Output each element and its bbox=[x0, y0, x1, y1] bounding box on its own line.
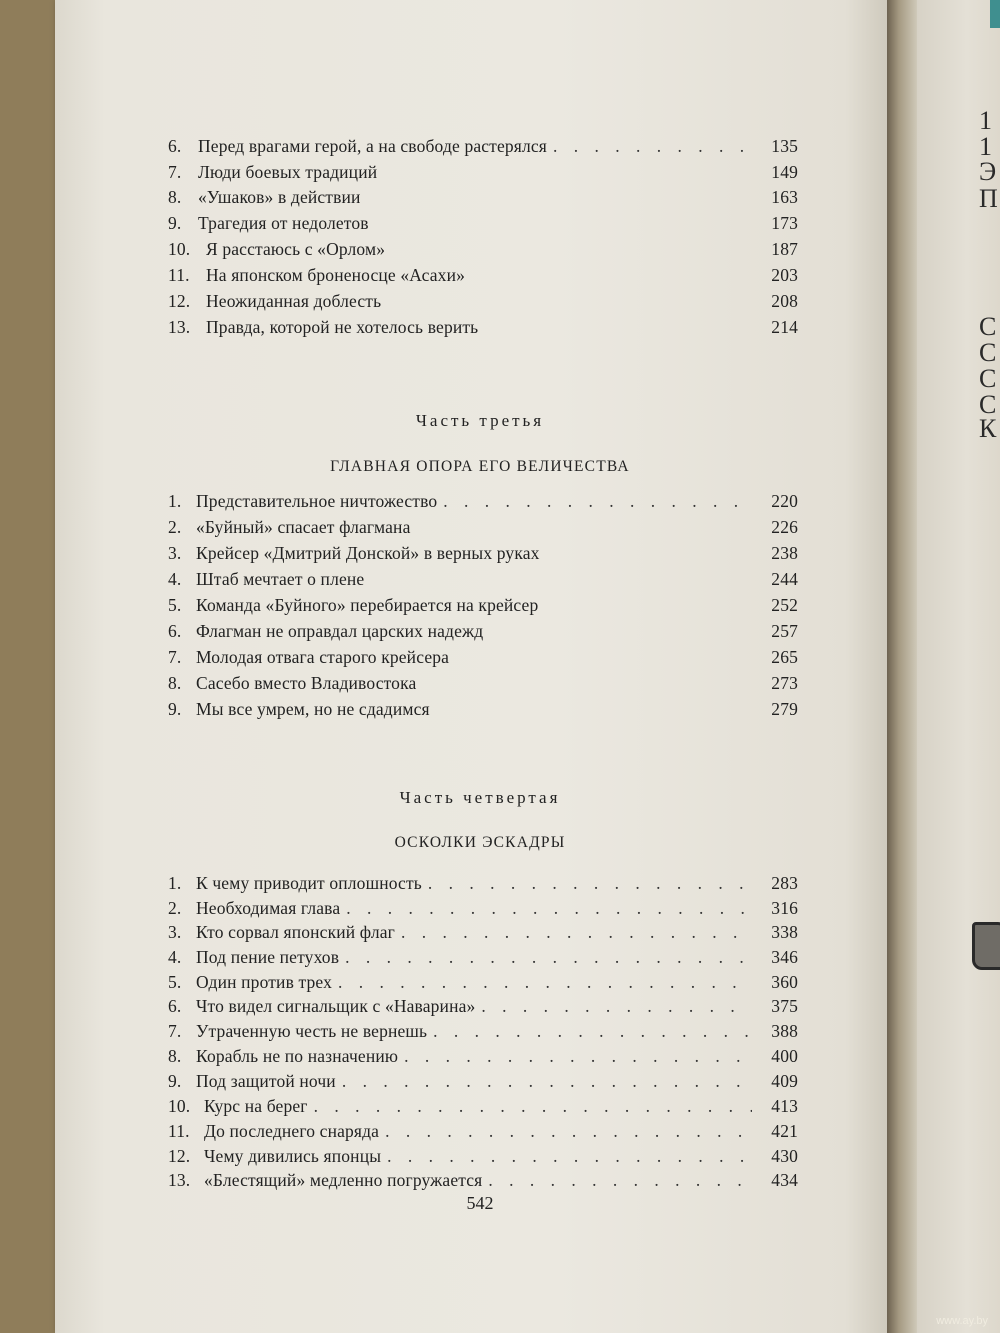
toc-entry: 10. Я расстаюсь с «Орлом» 187 bbox=[168, 239, 798, 259]
entry-page: 187 bbox=[771, 239, 798, 259]
entry-page: 409 bbox=[771, 1071, 798, 1091]
toc-entry: 12. Неожиданная доблесть 208 bbox=[168, 291, 798, 311]
leader-dots bbox=[342, 1071, 752, 1092]
toc-entry: 3. Крейсер «Дмитрий Донской» в верных руках 238 bbox=[168, 543, 798, 563]
entry-title: Люди боевых традиций bbox=[198, 162, 378, 182]
toc-entry: 6. Что видел сигнальщик с «Наварина» . . . 375 bbox=[168, 996, 798, 1022]
entry-title: Правда, которой не хотелось верить bbox=[206, 317, 479, 337]
entry-page: 279 bbox=[771, 699, 798, 719]
entry-title: Чему дивились японцы bbox=[204, 1146, 382, 1166]
leader-dots bbox=[481, 996, 752, 1017]
entry-title: Под защитой ночи bbox=[196, 1071, 336, 1091]
toc-entry: 12. Чему дивились японцы . . . 430 bbox=[168, 1146, 798, 1172]
entry-title: Трагедия от недолетов bbox=[198, 213, 369, 233]
entry-title: Корабль не по назначению bbox=[196, 1046, 399, 1066]
entry-title: До последнего снаряда bbox=[204, 1121, 380, 1141]
entry-page: 421 bbox=[771, 1121, 798, 1141]
facing-page bbox=[917, 0, 1000, 1333]
entry-page: 226 bbox=[771, 517, 798, 537]
toc-entry: 1. К чему приводит оплошность . . . 283 bbox=[168, 873, 798, 899]
entry-page: 173 bbox=[771, 213, 798, 233]
leader-dots bbox=[345, 947, 752, 968]
part-title: ГЛАВНАЯ ОПОРА ЕГО ВЕЛИЧЕСТВА bbox=[330, 458, 630, 475]
facing-fragment: 1 bbox=[979, 106, 992, 135]
entry-title: Представительное ничтожество bbox=[196, 491, 438, 511]
entry-page: 273 bbox=[771, 673, 798, 693]
leader-dots bbox=[401, 922, 752, 943]
toc-entry: 10. Курс на берег . . . 413 bbox=[168, 1096, 798, 1122]
leader-dots bbox=[385, 1121, 752, 1142]
facing-fragment: С bbox=[979, 312, 997, 341]
entry-page: 208 bbox=[771, 291, 798, 311]
entry-page: 244 bbox=[771, 569, 798, 589]
entry-title: Кто сорвал японский флаг bbox=[196, 922, 395, 942]
leader-dots bbox=[387, 1146, 752, 1167]
facing-fragment: С bbox=[979, 390, 997, 419]
entry-page: 238 bbox=[771, 543, 798, 563]
facing-fragment: 1 bbox=[979, 132, 992, 161]
toc-entry: 13. Правда, которой не хотелось верить 214 bbox=[168, 317, 798, 337]
leader-dots bbox=[346, 898, 752, 919]
entry-page: 220 bbox=[771, 491, 798, 511]
leader-dots bbox=[314, 1096, 752, 1117]
watermark: www.ay.by bbox=[936, 1315, 988, 1327]
entry-page: 257 bbox=[771, 621, 798, 641]
leader-dots bbox=[553, 136, 752, 157]
toc-entry: 3. Кто сорвал японский флаг . . . 338 bbox=[168, 922, 798, 948]
entry-page: 203 bbox=[771, 265, 798, 285]
toc-entry: 11. На японском броненосце «Асахи» 203 bbox=[168, 265, 798, 285]
entry-title: Под пение петухов bbox=[196, 947, 340, 967]
book-gutter bbox=[887, 0, 917, 1333]
entry-title: Флагман не оправдал царских надежд bbox=[196, 621, 484, 641]
entry-title: Команда «Буйного» перебирается на крейсер bbox=[196, 595, 539, 615]
toc-entry: 8. «Ушаков» в действии 163 bbox=[168, 187, 798, 207]
facing-fragment: П bbox=[979, 184, 998, 213]
entry-page: 283 bbox=[771, 873, 798, 893]
teal-edge bbox=[990, 0, 1000, 28]
entry-page: 400 bbox=[771, 1046, 798, 1066]
entry-page: 346 bbox=[771, 947, 798, 967]
entry-title: Курс на берег bbox=[204, 1096, 308, 1116]
entry-title: Штаб мечтает о плене bbox=[196, 569, 365, 589]
entry-title: «Ушаков» в действии bbox=[198, 187, 361, 207]
part-label: Часть третья bbox=[415, 411, 545, 430]
facing-fragment: Э bbox=[979, 157, 997, 186]
entry-title: Необходимая глава bbox=[196, 898, 341, 918]
part-label: Часть четвертая bbox=[399, 788, 561, 807]
toc-entry: 9. Под защитой ночи . . . 409 bbox=[168, 1071, 798, 1097]
toc-entry: 8. Корабль не по назначению . . . 400 bbox=[168, 1046, 798, 1072]
leader-dots bbox=[338, 972, 752, 993]
facing-fragment: С bbox=[979, 338, 997, 367]
entry-page: 149 bbox=[771, 162, 798, 182]
entry-page: 434 bbox=[771, 1170, 798, 1190]
toc-entry: 9. Мы все умрем, но не сдадимся 279 bbox=[168, 699, 798, 719]
toc-entry: 7. Молодая отвага старого крейсера 265 bbox=[168, 647, 798, 667]
facing-fragment: К bbox=[979, 414, 997, 443]
leader-dots bbox=[433, 1021, 752, 1042]
entry-title: Перед врагами герой, а на свободе растерялся bbox=[198, 136, 547, 156]
toc-entry: 2. «Буйный» спасает флагмана 226 bbox=[168, 517, 798, 537]
toc-entry: 4. Под пение петухов . . . 346 bbox=[168, 947, 798, 973]
leader-dots bbox=[404, 1046, 752, 1067]
entry-title: К чему приводит оплошность bbox=[196, 873, 422, 893]
entry-page: 316 bbox=[771, 898, 798, 918]
page-number: 542 bbox=[466, 1193, 494, 1213]
entry-title: Сасебо вместо Владивостока bbox=[196, 673, 417, 693]
entry-title: Молодая отвага старого крейсера bbox=[196, 647, 450, 667]
entry-page: 214 bbox=[771, 317, 798, 337]
entry-page: 360 bbox=[771, 972, 798, 992]
entry-title: «Буйный» спасает флагмана bbox=[196, 517, 411, 537]
entry-title: Один против трех bbox=[196, 972, 332, 992]
toc-entry: 9. Трагедия от недолетов 173 bbox=[168, 213, 798, 233]
leader-dots bbox=[428, 873, 752, 894]
entry-title: Крейсер «Дмитрий Донской» в верных руках bbox=[196, 543, 540, 563]
leader-dots bbox=[488, 1170, 752, 1191]
toc-entry: 13. «Блестящий» медленно погружается . . . 434 bbox=[168, 1170, 798, 1196]
toc-entry: 8. Сасебо вместо Владивостока 273 bbox=[168, 673, 798, 693]
entry-page: 388 bbox=[771, 1021, 798, 1041]
entry-title: На японском броненосце «Асахи» bbox=[206, 265, 465, 285]
entry-title: Утраченную честь не вернешь bbox=[196, 1021, 428, 1041]
entry-page: 413 bbox=[771, 1096, 798, 1116]
facing-fragment: С bbox=[979, 364, 997, 393]
entry-title: Что видел сигнальщик с «Наварина» bbox=[196, 996, 476, 1016]
entry-page: 338 bbox=[771, 922, 798, 942]
leader-dots bbox=[443, 491, 752, 512]
entry-page: 430 bbox=[771, 1146, 798, 1166]
toc-entry: 2. Необходимая глава . . . 316 bbox=[168, 898, 798, 924]
toc-entry: 5. Один против трех . . . 360 bbox=[168, 972, 798, 998]
entry-page: 135 bbox=[771, 136, 798, 156]
toc-entry: 4. Штаб мечтает о плене 244 bbox=[168, 569, 798, 589]
entry-page: 163 bbox=[771, 187, 798, 207]
entry-page: 252 bbox=[771, 595, 798, 615]
part-title: ОСКОЛКИ ЭСКАДРЫ bbox=[394, 834, 566, 851]
entry-title: Неожиданная доблесть bbox=[206, 291, 382, 311]
toc-entry: 1. Представительное ничтожество . . . 220 bbox=[168, 491, 798, 517]
entry-page: 265 bbox=[771, 647, 798, 667]
toc-entry: 7. Утраченную честь не вернешь . . . 388 bbox=[168, 1021, 798, 1047]
entry-title: Мы все умрем, но не сдадимся bbox=[196, 699, 430, 719]
toc-entry: 6. Флагман не оправдал царских надежд 257 bbox=[168, 621, 798, 641]
entry-page: 375 bbox=[771, 996, 798, 1016]
toc-entry: 6. Перед врагами герой, а на свободе растерялся . . . 135 bbox=[168, 136, 798, 162]
binding-clip-icon bbox=[972, 922, 1000, 970]
entry-title: Я расстаюсь с «Орлом» bbox=[206, 239, 386, 259]
toc-entry: 5. Команда «Буйного» перебирается на крейсер 252 bbox=[168, 595, 798, 615]
toc-entry: 7. Люди боевых традиций 149 bbox=[168, 162, 798, 182]
entry-title: «Блестящий» медленно погружается bbox=[204, 1170, 483, 1190]
toc-entry: 11. До последнего снаряда . . . 421 bbox=[168, 1121, 798, 1147]
